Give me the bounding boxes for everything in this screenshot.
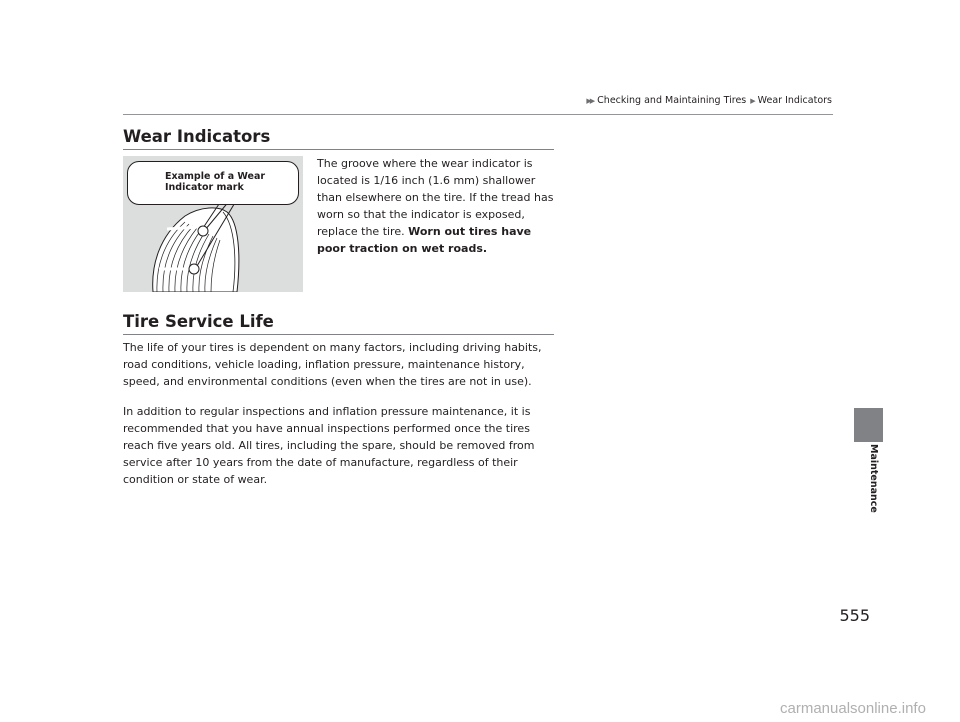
service-life-paragraph-2: In addition to regular inspections and inflation pressure maintenance, it is recommended that you have annual inspections performed once the tires reach five years old. All tires, including the spare, should be removed from service after 10 years from the date of manufacture, regardless of their condition or state of wear.	[123, 405, 535, 486]
section-divider	[123, 149, 554, 150]
section-title-wear-indicators: Wear Indicators	[123, 127, 271, 146]
page-number: 555	[839, 606, 870, 625]
breadcrumb	[586, 95, 832, 106]
service-life-paragraph-1: The life of your tires is dependent on many factors, including driving habits, road conditions, vehicle loading, inflation pressure, maintenance history, speed, and environmental conditions (even when the tires are not in use).	[123, 341, 542, 388]
chapter-tab[interactable]	[854, 408, 883, 442]
wear-indicator-description	[317, 155, 555, 257]
wear-indicator-body: The groove where the wear indicator is located is 1/16 inch (1.6 mm) shallower than elsewhere on the tire. If the tread has worn so that the indicator is exposed, replace the tire.	[317, 157, 554, 238]
chapter-tab-label[interactable]: Maintenance	[868, 443, 879, 513]
arrow-icon: ▶	[750, 96, 754, 105]
section-title-tire-service-life: Tire Service Life	[123, 312, 274, 331]
watermark: carmanualsonline.info	[780, 700, 926, 717]
double-arrow-icon: ▶▶	[586, 96, 594, 105]
breadcrumb-item-current[interactable]: Wear Indicators	[757, 95, 832, 106]
header-divider	[123, 114, 833, 115]
wear-indicator-warning: Worn out tires have poor traction on wet roads.	[317, 225, 532, 255]
section-divider	[123, 334, 554, 335]
breadcrumb-item-parent[interactable]: Checking and Maintaining Tires	[597, 95, 747, 106]
figure-callout-text: Example of a Wear Indicator mark	[165, 171, 266, 193]
